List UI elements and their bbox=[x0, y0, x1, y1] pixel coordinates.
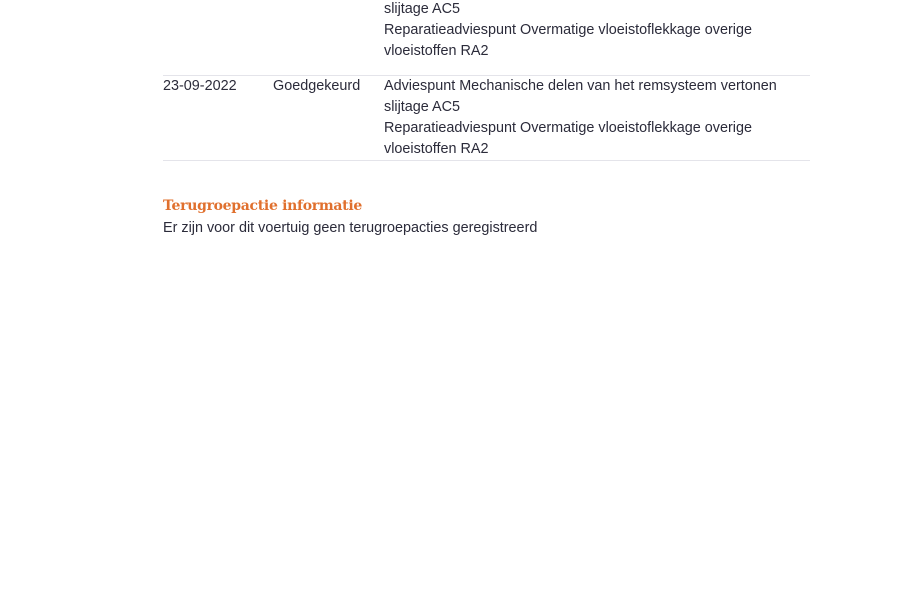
inspection-date: 23-09-2022 bbox=[163, 78, 237, 94]
remark-line: Reparatieadviespunt Overmatige vloeistoflekkage overige bbox=[384, 120, 752, 136]
inspection-result: Goedgekeurd bbox=[273, 78, 361, 94]
table-row bbox=[163, 76, 810, 161]
inspection-remarks bbox=[384, 76, 784, 160]
remark-line: vloeistoffen RA2 bbox=[384, 43, 489, 59]
recall-section-title: Terugroepactie informatie bbox=[163, 198, 362, 214]
recall-section-text: Er zijn voor dit voertuig geen terugroepacties geregistreerd bbox=[163, 220, 538, 236]
table-row bbox=[163, 0, 810, 76]
remark-line: slijtage AC5 bbox=[384, 1, 460, 17]
remark-line: vloeistoffen RA2 bbox=[384, 141, 489, 157]
inspection-remarks bbox=[384, 0, 784, 62]
remark-line: Adviespunt Mechanische delen van het remsysteem vertonen bbox=[384, 78, 777, 94]
remark-line: slijtage AC5 bbox=[384, 99, 460, 115]
remark-line: Reparatieadviespunt Overmatige vloeistoflekkage overige bbox=[384, 22, 752, 38]
